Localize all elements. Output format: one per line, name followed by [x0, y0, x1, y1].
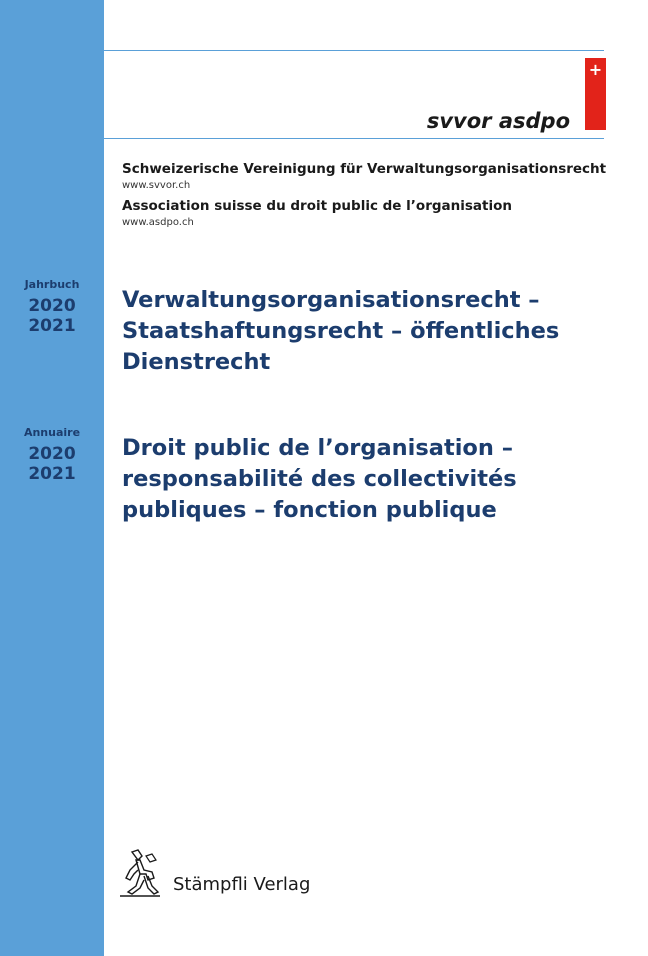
side-band — [0, 0, 104, 956]
top-rule — [104, 50, 604, 51]
title-de-line-1: Verwaltungsorganisationsrecht – — [122, 287, 540, 313]
band-label-de: Jahrbuch — [24, 278, 80, 291]
publisher-block — [118, 848, 378, 902]
band-year-fr-1: 2020 — [28, 444, 76, 464]
title-de — [122, 285, 622, 378]
association-name-de: Schweizerische Vereinigung für Verwaltungsorganisationsrecht — [122, 161, 607, 177]
brand-logo-text: svvor asdpo — [426, 109, 570, 133]
publisher-logo-icon — [118, 848, 162, 898]
band-year-fr-2: 2021 — [28, 464, 76, 484]
title-de-line-2: Staatshaftungsrecht – öffentliches — [122, 318, 560, 344]
title-fr-line-1: Droit public de l’organisation – — [122, 435, 513, 461]
band-label-fr: Annuaire — [23, 426, 81, 439]
swiss-flag-icon — [585, 58, 606, 130]
swiss-cross-icon: + — [588, 60, 603, 79]
title-de-line-3: Dienstrecht — [122, 349, 271, 375]
title-fr — [122, 433, 622, 526]
publisher-name: Stämpfli Verlag — [173, 874, 311, 895]
association-name-fr: Association suisse du droit public de l’organisation — [122, 198, 512, 214]
band-year-de-1: 2020 — [28, 296, 76, 316]
title-fr-line-2: responsabilité des collectivités — [122, 466, 517, 492]
title-fr-line-3: publiques – fonction publique — [122, 497, 497, 523]
band-year-de-2: 2021 — [28, 316, 76, 336]
header-rule — [104, 138, 604, 139]
association-url-fr: www.asdpo.ch — [122, 217, 194, 228]
association-url-de: www.svvor.ch — [122, 180, 191, 191]
